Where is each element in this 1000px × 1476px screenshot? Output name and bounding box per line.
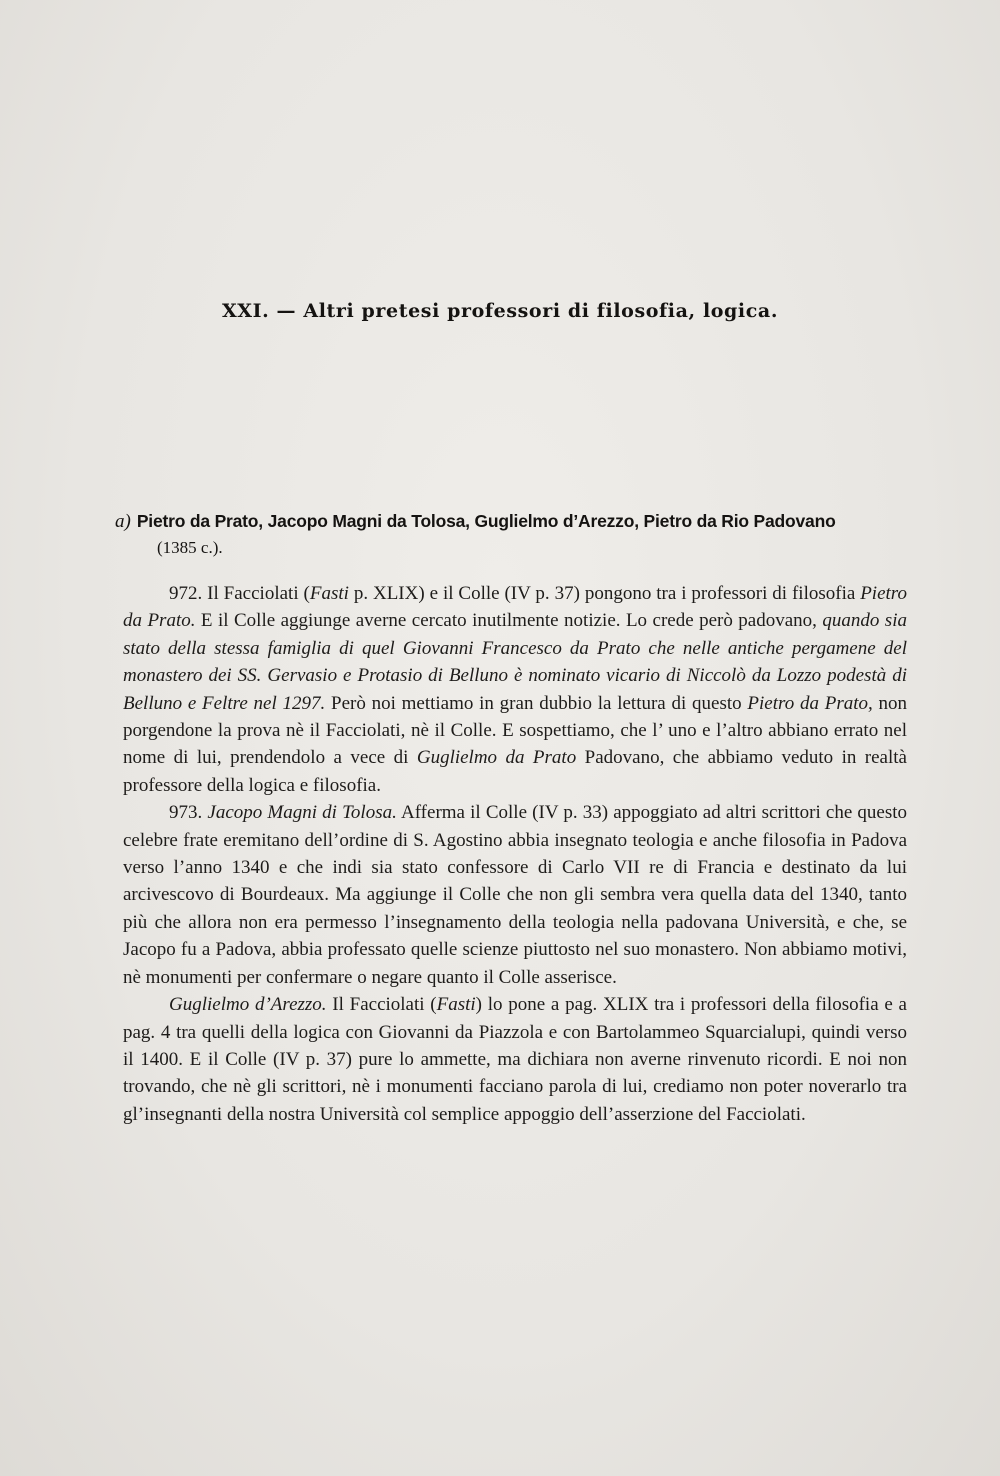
text-run: non porgendone la prova nè il Facciolati, nè il Colle. E sospettiamo, che l’ uno e l’altro abbiano errato nel nome di lui, prendendolo a vece di — [123, 692, 908, 769]
italic-run: Guglielmo d’Arezzo. — [169, 994, 327, 1016]
italic-run: quando sia stato della stessa famiglia di quel Giovanni Francesco da Prato che nelle antiche pergamene del monastero dei SS. Gervasio e Protasio di Belluno è nominato vicario di Niccolò da Lozzo podestà di Belluno e Feltre nel 1297. — [123, 610, 907, 714]
italic-run: Fasti — [309, 583, 349, 604]
italic-run: Guglielmo da Prato — [416, 747, 577, 769]
subheading-date: (1385 c.). — [157, 538, 223, 557]
text-run: 973. — [169, 802, 208, 824]
paragraph-guglielmo — [123, 991, 907, 1128]
subheading-marker: a) — [115, 511, 131, 532]
text-run: Padovano, che abbiamo veduto in realtà professore della logica e filosofia. — [123, 747, 907, 796]
text-run: Il Facciolati ( — [326, 994, 437, 1016]
italic-run: Pietro da Prato. — [123, 583, 907, 632]
italic-run: Pietro da Prato, — [747, 692, 873, 714]
text-run: Però noi mettiamo in gran dubbio la lettura di questo — [325, 692, 748, 714]
text-run: p. XLIX) e il Colle (IV p. 37) pongono tra i professori di filosofia — [348, 583, 861, 604]
text-run: E il Colle aggiunge averne cercato inutilmente notizie. Lo crede però padovano, — [195, 610, 823, 632]
subheading — [115, 508, 915, 561]
text-run: Afferma il Colle (IV p. 33) appoggiato ad altri scrittori che questo celebre frate eremitano dell’ordine di S. Agostino abbia insegnato teologia e anche filosofia in Padova verso l’anno 1340 e che indi sia stato confessore di Carlo VII re di Francia e destinato da lui arcivescovo di Bourdeaux. Ma aggiunge il Colle che non gli sembra vera quella data del 1340, tanto più che allora non era permesso l’insegnamento della teologia nella padovana Università, e che, se Jacopo fu a Padova, abbia professato quelle scienze piuttosto nel suo monastero. Non abbiamo motivi, nè monumenti per confermare o negare quanto il Colle asserisce. — [123, 802, 908, 988]
paragraph-972 — [123, 580, 907, 799]
italic-run: Fasti — [436, 994, 476, 1016]
body-text — [123, 580, 907, 1128]
paragraph-973 — [123, 799, 907, 991]
section-title: XXI. — Altri pretesi professori di filosofia, logica. — [221, 300, 779, 322]
text-run: 972. Il Facciolati ( — [169, 583, 310, 604]
subheading-names: Pietro da Prato, Jacopo Magni da Tolosa, Guglielmo d’Arezzo, Pietro da Rio Padovano — [136, 511, 836, 531]
text-run: ) lo pone a pag. XLIX tra i professori della filosofia e a pag. 4 tra quelli della logica con Giovanni da Piazzola e con Bartolammeo Squarcialupi, quindi verso il 1400. E il Colle (IV p. 37) pure lo ammette, ma dichiara non averne rinvenuto ricordi. E noi non trovando, che nè gli scrittori, nè i monumenti facciano parola di lui, crediamo non poter noverarlo tra gl’insegnanti della nostra Università col semplice appoggio dell’asserzione del Facciolati. — [123, 994, 907, 1125]
italic-run: Jacopo Magni di Tolosa. — [207, 802, 397, 824]
